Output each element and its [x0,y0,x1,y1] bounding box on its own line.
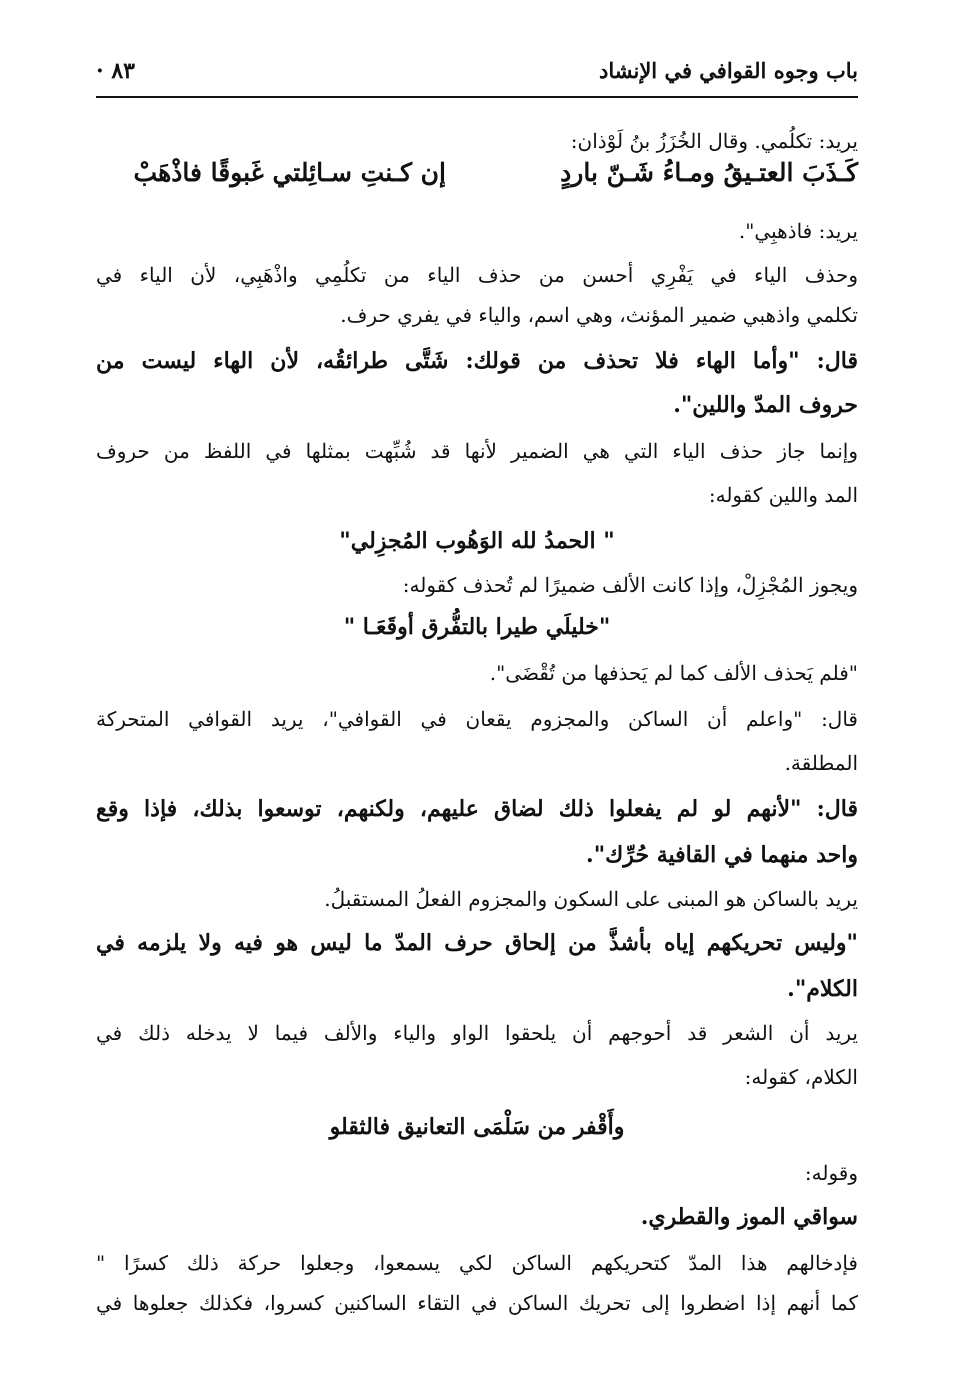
text-line: فإدخالهم هذا المدّ كتحريكهم الساكن لكي يسمعوا، وجعلوا حركة ذلك كسرًا " [96,1251,858,1275]
quoted-line: الكلام". [787,976,858,1002]
text-line: قال: "واعلم أن الساكن والمجزوم يقعان في القوافي"، يريد القوافي المتحركة [96,707,858,731]
verse-quote: "خليلَي طيرا بالتفُّرق أوقَعَـا " [343,614,611,640]
verse-hemistich-first: كَـذَبَ العتـيقُ ومـاءُ شَـنّ باردٍ [560,158,858,187]
verse-hemistich-second: إن كـنتِ سـائِلتي غَبوقًا فاذْهَبْ [133,158,446,187]
text-line: الكلام، كقوله: [744,1065,858,1089]
quoted-line: "وليس تحريكهم إياه بأشذَّ من إلحاق حرف المدّ ما ليس هو فيه ولا يلزمه في [96,930,858,956]
text-line: تكلمي واذهبي ضمير المؤنث، وهي اسم، والياء في يفري حرف. [340,303,858,327]
text-line: المد واللين كقوله: [708,483,858,507]
page-number: ٨٣ · [96,58,135,84]
text-line: وحذف الياء في يَفْرِي أحسن من حذف الياء من تكلُمِي واذْهَبِي، لأن الياء في [96,263,859,287]
text-line: ويجوز المُجْزِلْ، وإذا كانت الألف ضميرًا لم تُحذف كقوله: [402,573,858,597]
text-line: وقوله: [804,1161,858,1185]
verse-quote: وأَقْفر من سَلْمَى التعانيق فالثقلو [329,1114,625,1140]
text-line: يريد أن الشعر قد أحوجهم أن يلحقوا الواو والياء والألف فيما لا يدخله ذلك في [96,1021,858,1045]
text-line: يريد بالساكن هو المبنى على السكون والمجزوم الفعلُ المستقبلُ. [324,887,858,911]
page-header [96,56,858,92]
text-line: "فلم يَحذف الألف كما لم يَحذفها من تُقْضَى". [489,661,858,685]
verse-quote: سواقي الموز والقطري. [640,1204,858,1230]
text-line: كما أنهم إذا اضطروا إلى تحريك الساكن في التقاء الساكنين كسروا، فكذلك جعلوها في [96,1291,858,1315]
text-line: يريد: تكلُمي. وقال الخُزَزُ بنُ لَوْذان: [570,129,858,153]
chapter-title: باب وجوه القوافي في الإنشاد [599,58,858,83]
text-line: وإنما جاز حذف الياء التي هي الضمير لأنها قد شُبِّهت بمثلها في اللفظ من حروف [96,439,858,463]
text-line: المطلقة. [784,751,858,775]
quoted-line: قال: "وأما الهاء فلا تحذف من قولك: شَتَّى طرائقُه، لأن الهاء ليست من [96,348,858,374]
header-rule [96,96,858,98]
text-line: يريد: فاذهبِي". [738,219,858,243]
quoted-line: واحد منهما في القافية حُرِّك". [586,842,858,868]
verse-quote: " الحمدُ لله الوَهُوب المُجزِلي" [339,528,615,554]
quoted-line: حروف المدّ واللين". [673,392,858,418]
quoted-line: قال: "لأنهم لو لم يفعلوا ذلك لضاق عليهم، ولكنهم، توسعوا بذلك، فإذا وقع [96,796,858,822]
